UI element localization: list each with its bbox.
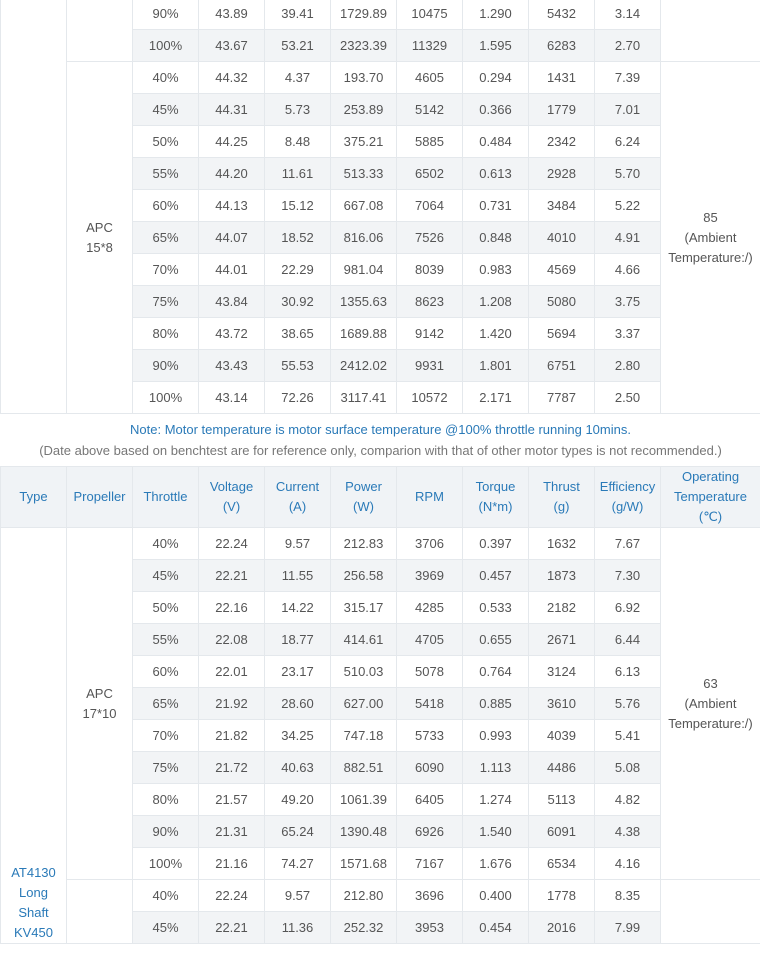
efficiency-cell: 6.24 (595, 126, 661, 158)
thrust-cell: 3610 (529, 688, 595, 720)
voltage-cell: 43.43 (199, 350, 265, 382)
thrust-cell: 2671 (529, 624, 595, 656)
power-cell: 513.33 (331, 158, 397, 190)
temperature-line2: (Ambient (684, 229, 737, 245)
header-torque-line1: Torque (475, 479, 516, 494)
torque-cell: 0.397 (463, 528, 529, 560)
power-cell: 1689.88 (331, 318, 397, 350)
propeller-line2: 15*8 (86, 239, 113, 255)
throttle-cell: 45% (133, 94, 199, 126)
thrust-cell: 2928 (529, 158, 595, 190)
current-cell: 49.20 (265, 784, 331, 816)
rpm-cell: 6405 (397, 784, 463, 816)
torque-cell: 0.993 (463, 720, 529, 752)
torque-cell: 1.274 (463, 784, 529, 816)
torque-cell: 0.764 (463, 656, 529, 688)
efficiency-cell: 4.38 (595, 816, 661, 848)
rpm-cell: 3969 (397, 560, 463, 592)
motor-type-line2: Long (19, 885, 48, 900)
efficiency-cell: 5.08 (595, 752, 661, 784)
temperature-cell-next (661, 880, 760, 944)
header-power (331, 467, 397, 528)
temperature-line3: Temperature:/) (668, 715, 753, 731)
table-header-row (1, 467, 760, 528)
voltage-cell: 22.24 (199, 880, 265, 912)
torque-cell: 0.731 (463, 190, 529, 222)
rpm-cell: 3706 (397, 528, 463, 560)
voltage-cell: 22.21 (199, 912, 265, 944)
current-cell: 55.53 (265, 350, 331, 382)
throttle-cell: 40% (133, 880, 199, 912)
temperature-cell-prev (661, 0, 760, 62)
efficiency-cell: 3.75 (595, 286, 661, 318)
torque-cell: 0.294 (463, 62, 529, 94)
power-cell: 667.08 (331, 190, 397, 222)
efficiency-cell: 7.01 (595, 94, 661, 126)
motor-type-line4: KV450 (13, 925, 54, 940)
torque-cell: 1.801 (463, 350, 529, 382)
torque-cell: 0.848 (463, 222, 529, 254)
power-cell: 627.00 (331, 688, 397, 720)
current-cell: 9.57 (265, 528, 331, 560)
header-throttle: Throttle (133, 467, 199, 528)
header-voltage-line2: (V) (222, 499, 241, 514)
table-row (1, 880, 760, 912)
power-cell: 212.80 (331, 880, 397, 912)
header-current-line2: (A) (288, 499, 307, 514)
current-cell: 40.63 (265, 752, 331, 784)
efficiency-cell: 2.70 (595, 30, 661, 62)
temperature-value: 85 (703, 209, 718, 225)
thrust-cell: 5694 (529, 318, 595, 350)
header-efficiency-line1: Efficiency (599, 479, 656, 494)
efficiency-cell: 5.22 (595, 190, 661, 222)
thrust-cell: 5432 (529, 0, 595, 30)
torque-cell: 0.655 (463, 624, 529, 656)
throttle-cell: 90% (133, 0, 199, 30)
header-operating-temp-line3: (℃) (698, 509, 723, 524)
table-row (1, 62, 760, 94)
efficiency-cell: 5.41 (595, 720, 661, 752)
current-cell: 9.57 (265, 880, 331, 912)
motor-type-line3: Shaft (18, 905, 49, 920)
voltage-cell: 44.20 (199, 158, 265, 190)
throttle-cell: 55% (133, 158, 199, 190)
rpm-cell: 6926 (397, 816, 463, 848)
torque-cell: 0.613 (463, 158, 529, 190)
throttle-cell: 45% (133, 912, 199, 944)
throttle-cell: 55% (133, 624, 199, 656)
rpm-cell: 10572 (397, 382, 463, 414)
thrust-cell: 1632 (529, 528, 595, 560)
efficiency-cell: 4.91 (595, 222, 661, 254)
thrust-cell: 2182 (529, 592, 595, 624)
propeller-cell-prev (67, 0, 133, 62)
torque-cell: 0.457 (463, 560, 529, 592)
throttle-cell: 70% (133, 254, 199, 286)
power-cell: 375.21 (331, 126, 397, 158)
temperature-line2: (Ambient (684, 695, 737, 711)
efficiency-cell: 7.30 (595, 560, 661, 592)
throttle-cell: 50% (133, 126, 199, 158)
current-cell: 11.61 (265, 158, 331, 190)
voltage-cell: 44.07 (199, 222, 265, 254)
propeller-line2: 17*10 (82, 705, 117, 721)
current-cell: 11.36 (265, 912, 331, 944)
thrust-cell: 6751 (529, 350, 595, 382)
rpm-cell: 4285 (397, 592, 463, 624)
temperature-line3: Temperature:/) (668, 249, 753, 265)
torque-cell: 1.113 (463, 752, 529, 784)
rpm-cell: 11329 (397, 30, 463, 62)
voltage-cell: 44.01 (199, 254, 265, 286)
efficiency-cell: 6.92 (595, 592, 661, 624)
efficiency-cell: 2.80 (595, 350, 661, 382)
power-cell: 1571.68 (331, 848, 397, 880)
disclaimer-text: (Date above based on benchtest are for reference only, comparion with that of other motor types is not recommended.) (39, 443, 722, 458)
power-cell: 510.03 (331, 656, 397, 688)
rpm-cell: 5885 (397, 126, 463, 158)
throttle-cell: 65% (133, 688, 199, 720)
rpm-cell: 6090 (397, 752, 463, 784)
torque-cell: 0.983 (463, 254, 529, 286)
header-operating-temp (661, 467, 760, 528)
voltage-cell: 22.21 (199, 560, 265, 592)
propeller-cell (67, 528, 133, 880)
thrust-cell: 5113 (529, 784, 595, 816)
throttle-cell: 90% (133, 816, 199, 848)
torque-cell: 1.208 (463, 286, 529, 318)
current-cell: 72.26 (265, 382, 331, 414)
thrust-cell: 1779 (529, 94, 595, 126)
thrust-cell: 3484 (529, 190, 595, 222)
rpm-cell: 8039 (397, 254, 463, 286)
power-cell: 747.18 (331, 720, 397, 752)
header-type: Type (1, 467, 67, 528)
power-cell: 816.06 (331, 222, 397, 254)
efficiency-cell: 8.35 (595, 880, 661, 912)
current-cell: 28.60 (265, 688, 331, 720)
throttle-cell: 90% (133, 350, 199, 382)
voltage-cell: 44.25 (199, 126, 265, 158)
efficiency-cell: 3.37 (595, 318, 661, 350)
thrust-cell: 4569 (529, 254, 595, 286)
current-cell: 4.37 (265, 62, 331, 94)
propeller-cell (67, 62, 133, 414)
rpm-cell: 3696 (397, 880, 463, 912)
throttle-cell: 80% (133, 784, 199, 816)
throttle-cell: 80% (133, 318, 199, 350)
power-cell: 414.61 (331, 624, 397, 656)
header-operating-temp-line1: Operating (681, 469, 740, 484)
thrust-cell: 5080 (529, 286, 595, 318)
rpm-cell: 5142 (397, 94, 463, 126)
power-cell: 1061.39 (331, 784, 397, 816)
throttle-cell: 100% (133, 30, 199, 62)
voltage-cell: 21.92 (199, 688, 265, 720)
motor-type-line1: AT4130 (11, 865, 56, 880)
header-current-line1: Current (275, 479, 320, 494)
current-cell: 18.52 (265, 222, 331, 254)
voltage-cell: 21.31 (199, 816, 265, 848)
power-cell: 882.51 (331, 752, 397, 784)
efficiency-cell: 5.76 (595, 688, 661, 720)
throttle-cell: 75% (133, 752, 199, 784)
voltage-cell: 22.08 (199, 624, 265, 656)
voltage-cell: 21.16 (199, 848, 265, 880)
power-cell: 2323.39 (331, 30, 397, 62)
header-voltage-line1: Voltage (209, 479, 254, 494)
temperature-cell (661, 528, 760, 880)
thrust-cell: 1431 (529, 62, 595, 94)
torque-cell: 1.676 (463, 848, 529, 880)
throttle-cell: 50% (133, 592, 199, 624)
table-row (1, 528, 760, 560)
power-cell: 1355.63 (331, 286, 397, 318)
propeller-line1: APC (86, 685, 113, 701)
power-cell: 981.04 (331, 254, 397, 286)
voltage-cell: 43.67 (199, 30, 265, 62)
thrust-cell: 2342 (529, 126, 595, 158)
thrust-cell: 6283 (529, 30, 595, 62)
throttle-cell: 60% (133, 190, 199, 222)
header-propeller: Propeller (67, 467, 133, 528)
current-cell: 38.65 (265, 318, 331, 350)
current-cell: 39.41 (265, 0, 331, 30)
thrust-cell: 6534 (529, 848, 595, 880)
torque-cell: 2.171 (463, 382, 529, 414)
temperature-value: 63 (703, 675, 718, 691)
header-thrust-line2: (g) (553, 499, 570, 514)
current-cell: 18.77 (265, 624, 331, 656)
type-cell-prev (1, 0, 67, 414)
header-torque (463, 467, 529, 528)
torque-cell: 0.366 (463, 94, 529, 126)
header-efficiency-line2: (g/W) (611, 499, 644, 514)
thrust-cell: 1873 (529, 560, 595, 592)
thrust-cell: 2016 (529, 912, 595, 944)
throttle-cell: 75% (133, 286, 199, 318)
power-cell: 253.89 (331, 94, 397, 126)
header-rpm: RPM (397, 467, 463, 528)
thrust-cell: 3124 (529, 656, 595, 688)
torque-cell: 1.595 (463, 30, 529, 62)
rpm-cell: 7064 (397, 190, 463, 222)
voltage-cell: 21.57 (199, 784, 265, 816)
voltage-cell: 44.13 (199, 190, 265, 222)
current-cell: 15.12 (265, 190, 331, 222)
voltage-cell: 43.84 (199, 286, 265, 318)
current-cell: 74.27 (265, 848, 331, 880)
throttle-cell: 100% (133, 848, 199, 880)
efficiency-cell: 6.13 (595, 656, 661, 688)
thrust-cell: 4039 (529, 720, 595, 752)
voltage-cell: 43.89 (199, 0, 265, 30)
voltage-cell: 21.72 (199, 752, 265, 784)
rpm-cell: 5733 (397, 720, 463, 752)
rpm-cell: 10475 (397, 0, 463, 30)
throttle-cell: 65% (133, 222, 199, 254)
voltage-cell: 43.72 (199, 318, 265, 350)
torque-cell: 1.420 (463, 318, 529, 350)
power-cell: 193.70 (331, 62, 397, 94)
notes-row (1, 414, 760, 467)
rpm-cell: 5078 (397, 656, 463, 688)
efficiency-cell: 7.99 (595, 912, 661, 944)
power-cell: 2412.02 (331, 350, 397, 382)
rpm-cell: 9931 (397, 350, 463, 382)
torque-cell: 0.533 (463, 592, 529, 624)
power-cell: 212.83 (331, 528, 397, 560)
current-cell: 5.73 (265, 94, 331, 126)
header-power-line2: (W) (353, 499, 374, 514)
efficiency-cell: 4.82 (595, 784, 661, 816)
header-power-line1: Power (345, 479, 382, 494)
thrust-cell: 7787 (529, 382, 595, 414)
header-voltage (199, 467, 265, 528)
torque-cell: 0.484 (463, 126, 529, 158)
rpm-cell: 6502 (397, 158, 463, 190)
power-cell: 1729.89 (331, 0, 397, 30)
efficiency-cell: 2.50 (595, 382, 661, 414)
current-cell: 23.17 (265, 656, 331, 688)
current-cell: 34.25 (265, 720, 331, 752)
header-thrust (529, 467, 595, 528)
torque-cell: 0.454 (463, 912, 529, 944)
rpm-cell: 3953 (397, 912, 463, 944)
voltage-cell: 44.32 (199, 62, 265, 94)
torque-cell: 0.400 (463, 880, 529, 912)
power-cell: 3117.41 (331, 382, 397, 414)
throttle-cell: 40% (133, 62, 199, 94)
voltage-cell: 22.16 (199, 592, 265, 624)
efficiency-cell: 7.67 (595, 528, 661, 560)
thrust-cell: 4010 (529, 222, 595, 254)
thrust-cell: 1778 (529, 880, 595, 912)
voltage-cell: 22.24 (199, 528, 265, 560)
header-thrust-line1: Thrust (543, 479, 580, 494)
torque-cell: 1.540 (463, 816, 529, 848)
efficiency-cell: 5.70 (595, 158, 661, 190)
power-cell: 315.17 (331, 592, 397, 624)
rpm-cell: 5418 (397, 688, 463, 720)
throttle-cell: 70% (133, 720, 199, 752)
propeller-cell-next (67, 880, 133, 944)
rpm-cell: 4605 (397, 62, 463, 94)
header-efficiency (595, 467, 661, 528)
efficiency-cell: 7.39 (595, 62, 661, 94)
voltage-cell: 43.14 (199, 382, 265, 414)
rpm-cell: 7526 (397, 222, 463, 254)
torque-cell: 1.290 (463, 0, 529, 30)
current-cell: 53.21 (265, 30, 331, 62)
rpm-cell: 7167 (397, 848, 463, 880)
current-cell: 22.29 (265, 254, 331, 286)
voltage-cell: 22.01 (199, 656, 265, 688)
efficiency-cell: 4.66 (595, 254, 661, 286)
current-cell: 11.55 (265, 560, 331, 592)
efficiency-cell: 4.16 (595, 848, 661, 880)
thrust-cell: 6091 (529, 816, 595, 848)
temperature-cell (661, 62, 760, 414)
motor-type-cell (1, 528, 67, 944)
propeller-line1: APC (86, 219, 113, 235)
throttle-cell: 60% (133, 656, 199, 688)
voltage-cell: 21.82 (199, 720, 265, 752)
current-cell: 30.92 (265, 286, 331, 318)
note-text: Note: Motor temperature is motor surface temperature @100% throttle running 10mins. (130, 422, 631, 437)
table-row (1, 0, 760, 30)
throttle-cell: 40% (133, 528, 199, 560)
torque-cell: 0.885 (463, 688, 529, 720)
efficiency-cell: 3.14 (595, 0, 661, 30)
throttle-cell: 45% (133, 560, 199, 592)
power-cell: 256.58 (331, 560, 397, 592)
rpm-cell: 9142 (397, 318, 463, 350)
header-current (265, 467, 331, 528)
header-torque-line2: (N*m) (478, 499, 513, 514)
current-cell: 14.22 (265, 592, 331, 624)
throttle-cell: 100% (133, 382, 199, 414)
efficiency-cell: 6.44 (595, 624, 661, 656)
power-cell: 252.32 (331, 912, 397, 944)
power-cell: 1390.48 (331, 816, 397, 848)
voltage-cell: 44.31 (199, 94, 265, 126)
current-cell: 65.24 (265, 816, 331, 848)
current-cell: 8.48 (265, 126, 331, 158)
thrust-cell: 4486 (529, 752, 595, 784)
rpm-cell: 8623 (397, 286, 463, 318)
rpm-cell: 4705 (397, 624, 463, 656)
header-operating-temp-line2: Temperature (674, 489, 747, 504)
